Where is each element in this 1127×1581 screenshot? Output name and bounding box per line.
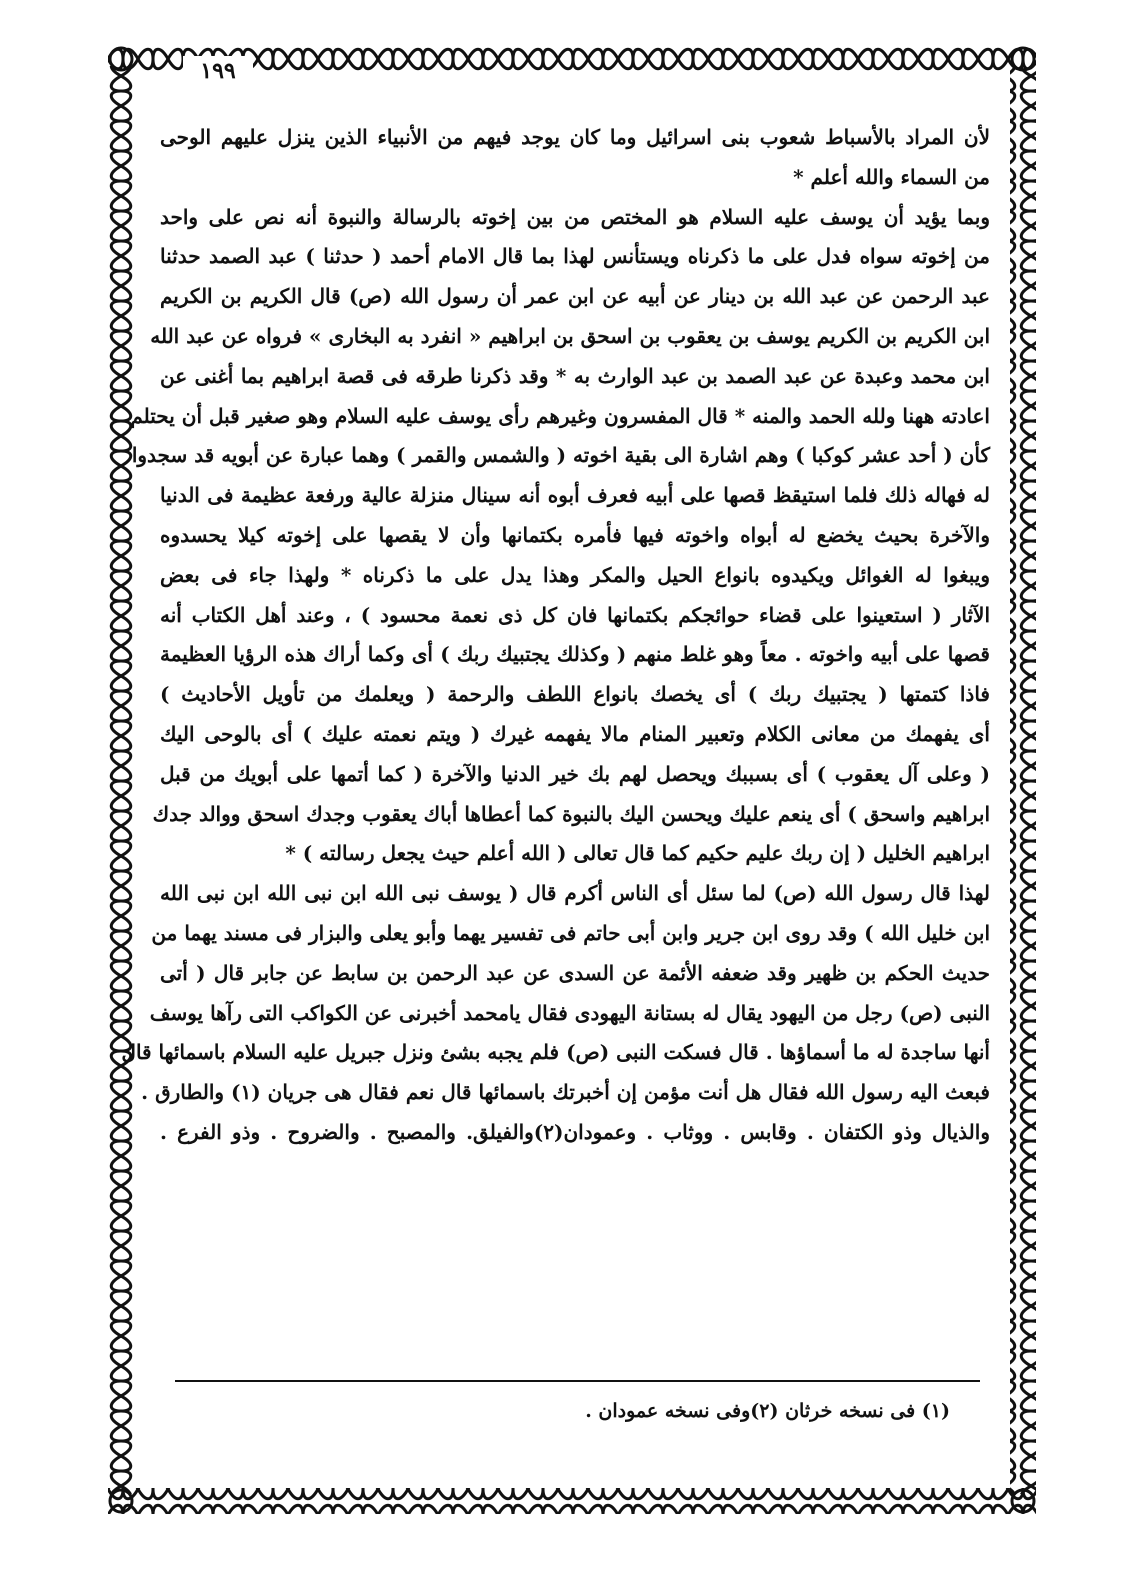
text-line: فاذا كتمتها ( يجتبيك ربك ) أى يخصك بانواع اللطف والرحمة ( ويعلمك من تأويل الأحاديث ) (160, 682, 990, 707)
text-line: حديث الحكم بن ظهير وقد ضعفه الأئمة عن السدى عن عبد الرحمن بن سابط عن جابر قال ( أتى (160, 960, 990, 985)
text-line: قصها على أبيه واخوته . معاً وهو غلط منهم ( وكذلك يجتبيك ربك ) أى وكما أراك هذه الرؤيا العظيمة (160, 642, 990, 667)
text-line: اعادته ههنا ولله الحمد والمنه * قال المفسرون وغيرهم رأى يوسف عليه السلام وهو صغير قبل أن يحتلم (130, 403, 990, 428)
text-line: لهذا قال رسول الله (ص) لما سئل أى الناس أكرم قال ( يوسف نبى الله ابن نبى الله ابن نبى الله (160, 881, 990, 906)
text-line: فبعث اليه رسول الله فقال هل أنت مؤمن إن أخبرتك باسمائها قال نعم فقال هى جريان (١) والطارق . (141, 1080, 990, 1105)
footnote-divider (175, 1380, 980, 1382)
text-line: ابن خليل الله ) وقد روى ابن جرير وابن أبى حاتم فى تفسير يهما وأبو يعلى والبزار فى مسند يهما من (151, 920, 990, 945)
border-right (1010, 66, 1036, 1494)
text-line: النبى (ص) رجل من اليهود يقال له بستانة اليهودى فقال يامحمد أخبرنى عن الكواكب التى رآها يوسف (149, 1000, 990, 1025)
text-line: ابن الكريم بن الكريم يوسف بن يعقوب بن اسحق بن ابراهيم « انفرد به البخارى » فرواه عن عبد الله (150, 323, 990, 348)
border-left (108, 66, 134, 1494)
page-number: ١٩٩ (183, 56, 253, 86)
body-text (121, 118, 991, 1153)
text-line: كأن ( أحد عشر كوكبا ) وهم اشارة الى بقية اخوته ( والشمس والقمر ) وهما عبارة عن أبويه قد سجدوا (131, 443, 990, 468)
text-line: ابراهيم الخليل ( إن ربك عليم حكيم كما قال تعالى ( الله أعلم حيث يجعل رسالته ) * (285, 841, 990, 866)
border-bottom (108, 1488, 1036, 1514)
text-line: والذيال وذو الكتفان . وقابس . ووثاب . وعمودان(٢)والفيلق. والمصبح . والضروح . وذو الفرع . (160, 1119, 990, 1144)
text-line: أنها ساجدة له ما أسماؤها . قال فسكت النبى (ص) فلم يجبه بشئ ونزل جبريل عليه السلام باسمائها قال (121, 1040, 990, 1065)
text-line: ابراهيم واسحق ) أى ينعم عليك ويحسن اليك بالنبوة كما أعطاها أباك يعقوب وجدك اسحق ووالد جدك (152, 801, 990, 826)
text-line: ويبغوا له الغوائل ويكيدوه بانواع الحيل والمكر وهذا يدل على ما ذكرناه * ولهذا جاء فى بعض (160, 562, 990, 587)
text-line: الآثار ( استعينوا على قضاء حوائجكم بكتمانها فان كل ذى نعمة محسود ) ، وعند أهل الكتاب أنه (160, 602, 990, 627)
text-line: له فهاله ذلك فلما استيقظ قصها على أبيه فعرف أبوه أنه سينال منزلة عالية ورفعة عظيمة فى الدنيا (160, 483, 990, 508)
text-line: والآخرة بحيث يخضع له أبواه واخوته فيها فأمره بكتمانها وأن لا يقصها على إخوته كيلا يحسدوه (160, 522, 990, 547)
text-line: أى يفهمك من معانى الكلام وتعبير المنام مالا يفهمه غيرك ( ويتم نعمته عليك ) أى بالوحى اليك (160, 721, 990, 746)
text-line: ابن محمد وعبدة عن عبد الصمد بن عبد الوارث به * وقد ذكرنا طرقه فى قصة ابراهيم بما أغنى عن (160, 363, 990, 388)
text-line: لأن المراد بالأسباط شعوب بنى اسرائيل وما كان يوجد فيهم من الأنبياء الذين ينزل عليهم الوحى (160, 125, 990, 149)
text-line: من السماء والله أعلم * (793, 164, 990, 189)
text-line: عبد الرحمن عن عبد الله بن دينار عن أبيه عن ابن عمر أن رسول الله (ص) قال الكريم بن الكريم (160, 284, 990, 309)
text-line: وبما يؤيد أن يوسف عليه السلام هو المختص من بين إخوته بالرسالة والنبوة أنه نص على واحد (160, 204, 990, 229)
text-line: من إخوته سواه فدل على ما ذكرناه ويستأنس لهذا بما قال الامام أحمد ( حدثنا ) عبد الصمد حدثنا (160, 244, 990, 269)
footnotes: (١) فى نسخه خرثان (٢)وفى نسخه عمودان . (585, 1400, 950, 1422)
text-line: ( وعلى آل يعقوب ) أى بسببك ويحصل لهم بك خير الدنيا والآخرة ( كما أتمها على أبويك من قبل (160, 761, 991, 786)
